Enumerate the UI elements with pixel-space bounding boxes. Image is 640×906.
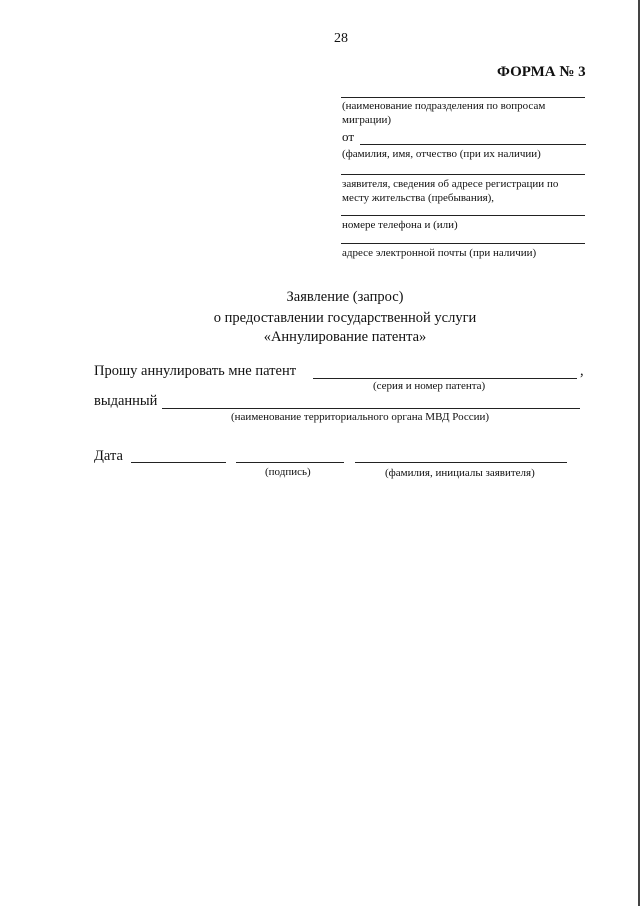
dept-caption-cont: миграции): [342, 114, 392, 126]
dept-name-line[interactable]: [341, 97, 585, 98]
statement-title-line2: о предоставлении государственной услуги: [213, 310, 477, 326]
date-label: Дата: [94, 448, 123, 464]
fio-caption: (фамилия, имя, отчество (при их наличии): [342, 148, 541, 160]
dept-caption: (наименование подразделения по вопросам: [342, 100, 546, 112]
request-comma: ,: [580, 363, 584, 379]
issued-label: выданный: [94, 393, 158, 409]
address-caption-cont: месту жительства (пребывания),: [342, 192, 495, 204]
fio-line[interactable]: [360, 144, 586, 145]
statement-title-line1: Заявление (запрос): [286, 289, 404, 305]
phone-caption: номере телефона и (или): [342, 219, 458, 231]
issuer-line[interactable]: [162, 408, 580, 409]
applicant-line[interactable]: [341, 174, 585, 175]
patent-caption: (серия и номер патента): [373, 380, 486, 392]
name-caption: (фамилия, инициалы заявителя): [385, 467, 535, 479]
form-title: ФОРМА № 3: [497, 64, 586, 80]
address-caption: заявителя, сведения об адресе регистрации по: [342, 178, 559, 190]
statement-title-line3: «Аннулирование патента»: [263, 329, 427, 345]
issued-caption: (наименование территориального органа МВД России): [231, 411, 490, 423]
date-line[interactable]: [131, 462, 226, 463]
page-number: 28: [334, 31, 348, 46]
signature-caption: (подпись): [265, 466, 311, 478]
signature-line[interactable]: [236, 462, 344, 463]
phone-line[interactable]: [341, 215, 585, 216]
patent-number-line[interactable]: [313, 378, 577, 379]
from-label: от: [342, 129, 355, 144]
request-label: Прошу аннулировать мне патент: [94, 363, 297, 379]
email-line[interactable]: [341, 243, 585, 244]
name-line[interactable]: [355, 462, 567, 463]
email-caption: адресе электронной почты (при наличии): [342, 247, 537, 259]
